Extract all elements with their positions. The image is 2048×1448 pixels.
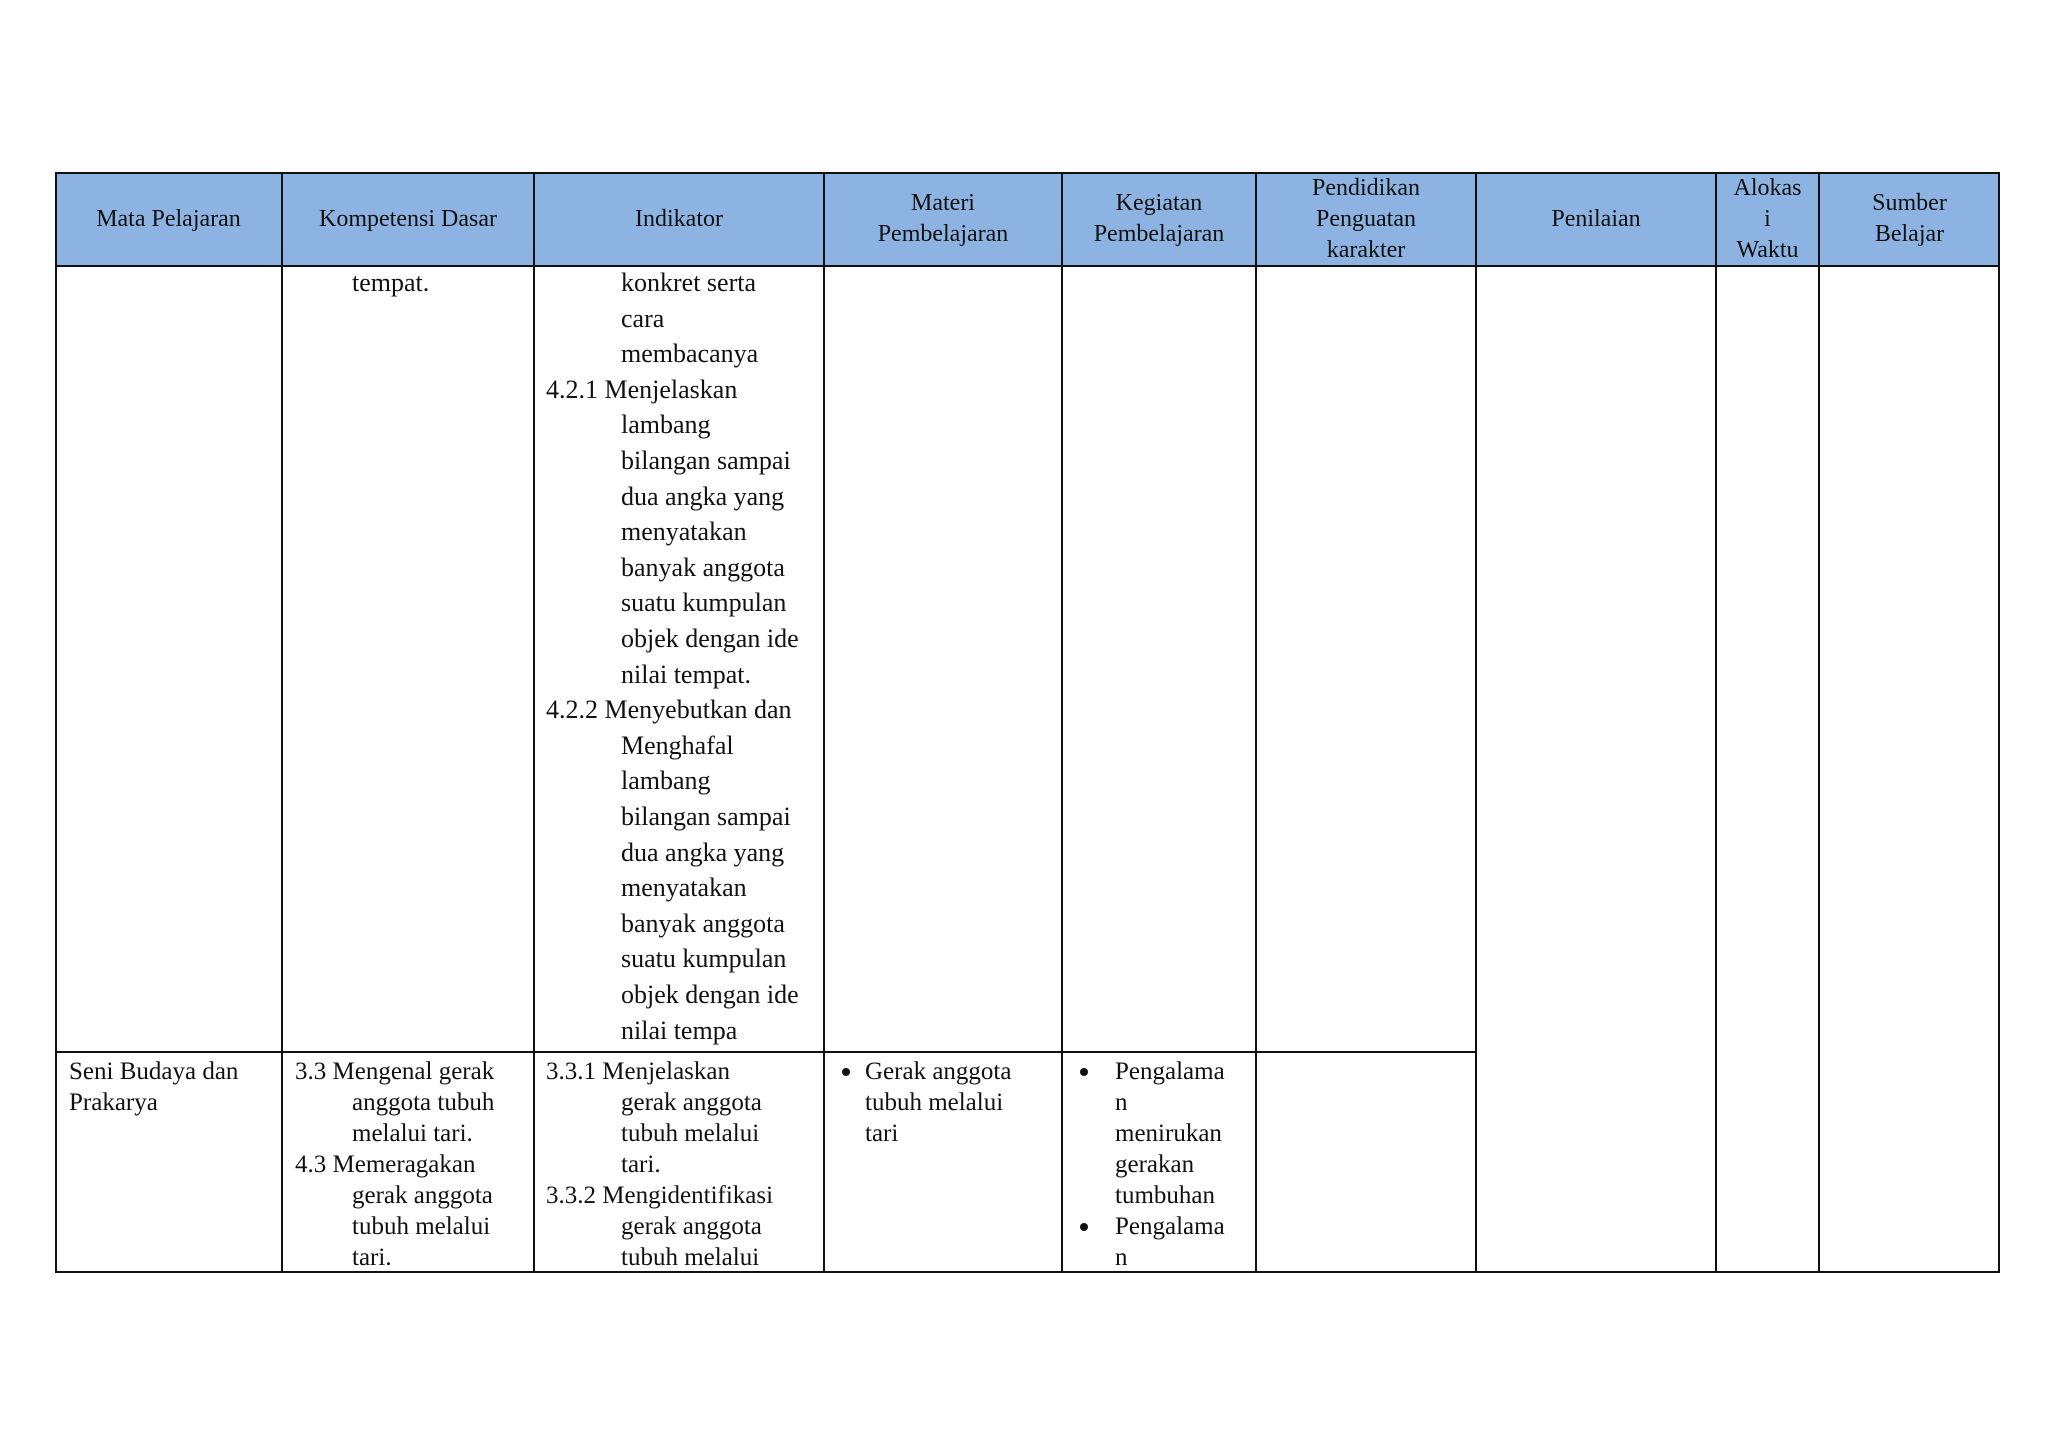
header-line: Alokas bbox=[1733, 174, 1802, 201]
indikator-line: konkret serta bbox=[621, 268, 757, 297]
indikator-line: lambang bbox=[621, 410, 711, 440]
indikator-line: gerak anggota bbox=[621, 1089, 762, 1116]
indikator-line: 3.3.2 Mengidentifikasi bbox=[546, 1182, 774, 1209]
bullet-icon bbox=[1080, 1068, 1088, 1076]
indikator-line: banyak anggota bbox=[621, 908, 785, 938]
table-border-right bbox=[1998, 172, 2000, 1273]
indikator-line: dua angka yang bbox=[621, 837, 785, 867]
header-bottom-line bbox=[55, 265, 2000, 267]
indikator-line: bilangan sampai bbox=[621, 802, 791, 831]
column-line bbox=[281, 172, 283, 1273]
header-line: karakter bbox=[1326, 236, 1406, 263]
header-kompetensi-dasar bbox=[282, 172, 534, 266]
indikator-line: tubuh melalui bbox=[621, 1120, 760, 1147]
indikator-line: objek dengan ide bbox=[621, 980, 799, 1009]
materi-line: tari bbox=[865, 1120, 899, 1147]
indikator-line: tubuh melalui bbox=[621, 1244, 760, 1271]
kegiatan-line: menirukan bbox=[1115, 1120, 1222, 1147]
header-line: Sumber bbox=[1872, 190, 1947, 216]
indikator-line: nilai tempa bbox=[621, 1015, 738, 1045]
header-line: Kegiatan bbox=[1115, 190, 1203, 216]
header-line: Penguatan bbox=[1316, 205, 1416, 232]
indikator-line: lambang bbox=[621, 766, 711, 796]
header-penilaian bbox=[1476, 172, 1716, 266]
header-line: Mata Pelajaran bbox=[96, 205, 241, 232]
header-line: Kompetensi Dasar bbox=[319, 205, 497, 232]
mapel-line: Seni Budaya dan bbox=[69, 1058, 239, 1085]
row-separator-line bbox=[55, 1051, 1476, 1053]
kd-line: melalui tari. bbox=[352, 1120, 473, 1147]
kegiatan-line: n bbox=[1115, 1089, 1128, 1116]
header-line: Penilaian bbox=[1551, 205, 1641, 232]
bullet-icon bbox=[842, 1068, 850, 1076]
indikator-line: banyak anggota bbox=[621, 552, 785, 582]
indikator-line: membacanya bbox=[621, 339, 759, 369]
indikator-line: suatu kumpulan bbox=[621, 944, 787, 974]
indikator-line: dua angka yang bbox=[621, 481, 785, 511]
header-line: Pembelajaran bbox=[877, 221, 1009, 247]
kd-line: 4.3 Memeragakan bbox=[295, 1151, 476, 1178]
header-sumber-belajar bbox=[1819, 172, 2000, 266]
header-line: Waktu bbox=[1736, 236, 1799, 263]
column-line bbox=[1475, 172, 1477, 1273]
kd-line: tari. bbox=[352, 1244, 392, 1271]
indikator-line: 4.2.1 Menjelaskan bbox=[546, 374, 738, 404]
column-line bbox=[823, 172, 825, 1273]
header-line: Indikator bbox=[635, 205, 723, 232]
header-indikator bbox=[534, 172, 824, 266]
syllabus-table bbox=[55, 172, 2000, 1272]
indikator-line: tari. bbox=[621, 1151, 661, 1178]
indikator-line: 3.3.1 Menjelaskan bbox=[546, 1058, 730, 1085]
column-line bbox=[1255, 172, 1257, 1273]
column-line bbox=[1061, 172, 1063, 1273]
indikator-line: bilangan sampai bbox=[621, 446, 791, 475]
header-materi-pembelajaran bbox=[824, 172, 1062, 266]
column-line bbox=[1715, 172, 1717, 1273]
cell-kd-line: tempat. bbox=[352, 268, 430, 297]
header-line: i bbox=[1764, 205, 1771, 232]
header-line: Pendidikan bbox=[1312, 174, 1420, 201]
kegiatan-line: tumbuhan bbox=[1115, 1182, 1215, 1209]
indikator-line: menyatakan bbox=[621, 873, 747, 903]
column-line bbox=[533, 172, 535, 1273]
table-border-bottom bbox=[55, 1271, 2000, 1273]
kegiatan-line: Pengalama bbox=[1115, 1058, 1225, 1085]
header-line: Belajar bbox=[1874, 221, 1945, 247]
materi-line: tubuh melalui bbox=[865, 1089, 1004, 1116]
materi-line: Gerak anggota bbox=[865, 1058, 1012, 1085]
header-mata-pelajaran bbox=[55, 172, 282, 266]
header-kegiatan-pembelajaran bbox=[1062, 172, 1256, 266]
header-pendidikan-penguatan-karakter bbox=[1256, 172, 1476, 266]
kegiatan-line: Pengalama bbox=[1115, 1213, 1225, 1240]
kegiatan-line: gerakan bbox=[1115, 1151, 1195, 1178]
header-line: Pembelajaran bbox=[1093, 221, 1225, 247]
header-alokasi-waktu bbox=[1716, 172, 1819, 266]
indikator-line: Menghafal bbox=[621, 730, 734, 760]
mapel-line: Prakarya bbox=[69, 1089, 158, 1116]
kd-line: gerak anggota bbox=[352, 1182, 493, 1209]
table-border-top bbox=[55, 172, 2000, 174]
kegiatan-line: n bbox=[1115, 1244, 1128, 1271]
header-line: Materi bbox=[911, 190, 975, 216]
kd-line: tubuh melalui bbox=[352, 1213, 491, 1240]
indikator-line: menyatakan bbox=[621, 517, 747, 547]
column-line bbox=[55, 172, 57, 1273]
indikator-line: objek dengan ide bbox=[621, 624, 799, 653]
column-line bbox=[1818, 172, 1820, 1273]
indikator-line: gerak anggota bbox=[621, 1213, 762, 1240]
kd-line: 3.3 Mengenal gerak bbox=[295, 1058, 495, 1085]
kd-line: anggota tubuh bbox=[352, 1089, 495, 1116]
indikator-line: cara bbox=[621, 303, 665, 333]
indikator-line: 4.2.2 Menyebutkan dan bbox=[546, 695, 792, 725]
indikator-line: suatu kumpulan bbox=[621, 588, 787, 618]
indikator-line: nilai tempat. bbox=[621, 659, 751, 689]
bullet-icon bbox=[1080, 1223, 1088, 1231]
